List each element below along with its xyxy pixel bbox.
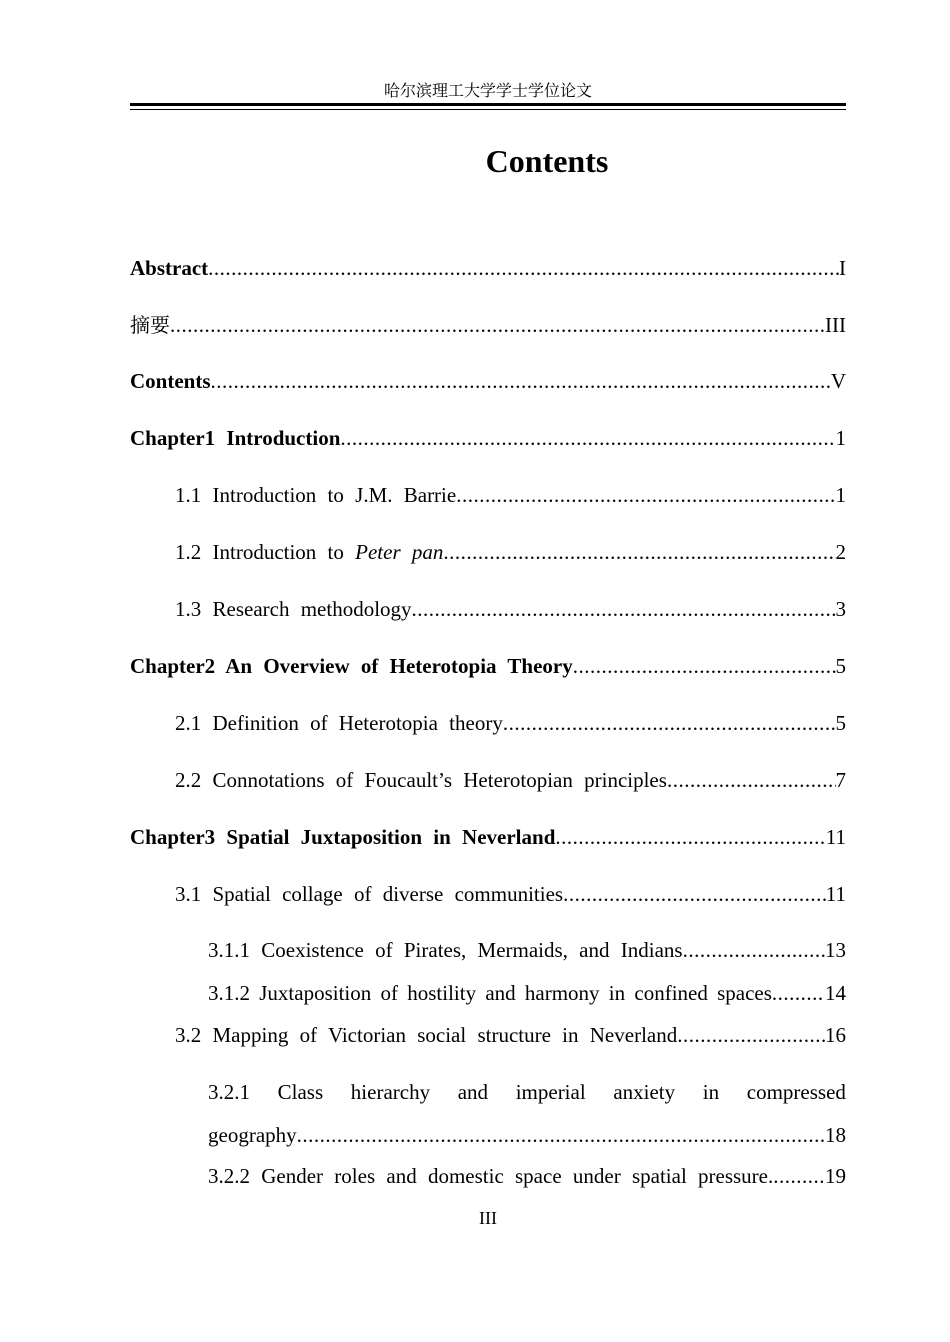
toc-entry-section-2-2[interactable]	[175, 767, 846, 793]
toc-label: 3.1 Spatial collage of diverse communities	[175, 882, 564, 906]
toc-word: compressed	[746, 1080, 846, 1104]
toc-label: 摘要	[130, 313, 170, 337]
toc-leader-dots	[683, 937, 825, 963]
toc-page-number: I	[839, 256, 846, 280]
toc-leader-dots	[208, 255, 839, 281]
toc-page-number: 18	[825, 1123, 846, 1147]
header-double-rule	[130, 103, 846, 110]
running-header: 哈尔滨理工大学学士学位论文	[383, 81, 592, 100]
toc-leader-dots	[573, 653, 836, 679]
toc-label: 1.3 Research methodology	[175, 597, 412, 621]
toc-entry-section-3-1-2[interactable]	[208, 980, 846, 1006]
toc-label: 3.1.2 Juxtaposition of hostility and harmony in confined spaces	[208, 981, 772, 1005]
toc-page-number: 19	[825, 1164, 846, 1188]
toc-page-number: III	[825, 313, 846, 337]
toc-word: anxiety	[613, 1080, 676, 1104]
toc-entry-section-1-2[interactable]	[175, 539, 846, 565]
toc-entry-section-3-2-1-line2[interactable]	[208, 1122, 846, 1148]
toc-word: 3.2.1	[208, 1080, 250, 1104]
toc-leader-dots	[677, 1022, 825, 1048]
toc-entry-section-1-3[interactable]	[175, 596, 846, 622]
toc-label: geography	[208, 1123, 297, 1147]
toc-leader-dots	[773, 1163, 825, 1189]
toc-leader-dots	[503, 710, 836, 736]
toc-page-number: 3	[835, 597, 846, 621]
toc-label: Chapter1 Introduction	[130, 426, 341, 450]
toc-leader-dots	[563, 881, 826, 907]
toc-leader-dots	[297, 1122, 825, 1148]
toc-entry-abstract[interactable]	[130, 255, 846, 281]
toc-page-number: 5	[835, 711, 846, 735]
toc-page-number: 2	[835, 540, 846, 564]
toc-label: Chapter3 Spatial Juxtaposition in Neverland	[130, 825, 556, 849]
toc-entry-section-3-1-1[interactable]	[208, 937, 846, 963]
toc-label-book-title: Peter pan	[355, 540, 444, 564]
toc-page-number: 16	[825, 1023, 846, 1047]
toc-label: 3.2.2 Gender roles and domestic space under spatial pressure.	[208, 1164, 774, 1188]
toc-page-number: 1	[835, 483, 846, 507]
toc-label-prefix: 1.2 Introduction to	[175, 540, 356, 564]
toc-word: imperial	[515, 1080, 586, 1104]
toc-leader-dots	[456, 482, 835, 508]
toc-word: in	[702, 1080, 720, 1104]
toc-label: Contents	[130, 369, 211, 393]
page-title: Contents	[485, 143, 609, 179]
toc-leader-dots	[211, 368, 831, 394]
toc-entry-contents[interactable]	[130, 368, 846, 394]
toc-label: 2.1 Definition of Heterotopia theory	[175, 711, 503, 735]
toc-label: 3.1.1 Coexistence of Pirates, Mermaids, and Indians	[208, 938, 683, 962]
toc-entry-chapter2[interactable]	[130, 653, 846, 679]
toc-word: and	[457, 1080, 489, 1104]
toc-entry-section-3-2[interactable]	[175, 1022, 846, 1048]
toc-entry-section-3-1[interactable]	[175, 881, 846, 907]
toc-entry-section-3-2-2[interactable]	[208, 1163, 846, 1189]
toc-label	[175, 539, 443, 565]
toc-label: 3.2 Mapping of Victorian social structure in Neverland	[175, 1023, 678, 1047]
toc-entry-chapter1[interactable]	[130, 425, 846, 451]
toc-page-number: 14	[825, 981, 846, 1005]
toc-entry-section-3-2-1-line1[interactable]	[208, 1079, 846, 1105]
toc-page-number: 7	[835, 768, 846, 792]
toc-entry-section-1-1[interactable]	[175, 482, 846, 508]
toc-page-number: 11	[825, 882, 846, 906]
toc-page-number: 1	[835, 426, 846, 450]
toc-page-number: 11	[825, 825, 846, 849]
toc-label: 2.2 Connotations of Foucault’s Heterotopian principles	[175, 768, 667, 792]
toc-entry-abstract-chinese[interactable]	[130, 312, 846, 338]
toc-label: Abstract	[130, 256, 209, 280]
toc-entry-chapter3[interactable]	[130, 824, 846, 850]
toc-leader-dots	[412, 596, 836, 622]
toc-leader-dots	[443, 539, 835, 565]
toc-leader-dots	[772, 980, 825, 1006]
toc-label: Chapter2 An Overview of Heterotopia Theory	[130, 654, 573, 678]
toc-leader-dots	[667, 767, 836, 793]
toc-page-number: 5	[835, 654, 846, 678]
toc-leader-dots	[555, 824, 825, 850]
toc-entry-section-2-1[interactable]	[175, 710, 846, 736]
toc-page-number: V	[830, 369, 846, 393]
toc-word: Class	[277, 1080, 324, 1104]
toc-leader-dots	[170, 312, 825, 338]
toc-leader-dots	[340, 425, 835, 451]
page-number: III	[479, 1208, 497, 1228]
toc-label: 1.1 Introduction to J.M. Barrie	[175, 483, 457, 507]
toc-word: hierarchy	[350, 1080, 431, 1104]
toc-page-number: 13	[825, 938, 846, 962]
